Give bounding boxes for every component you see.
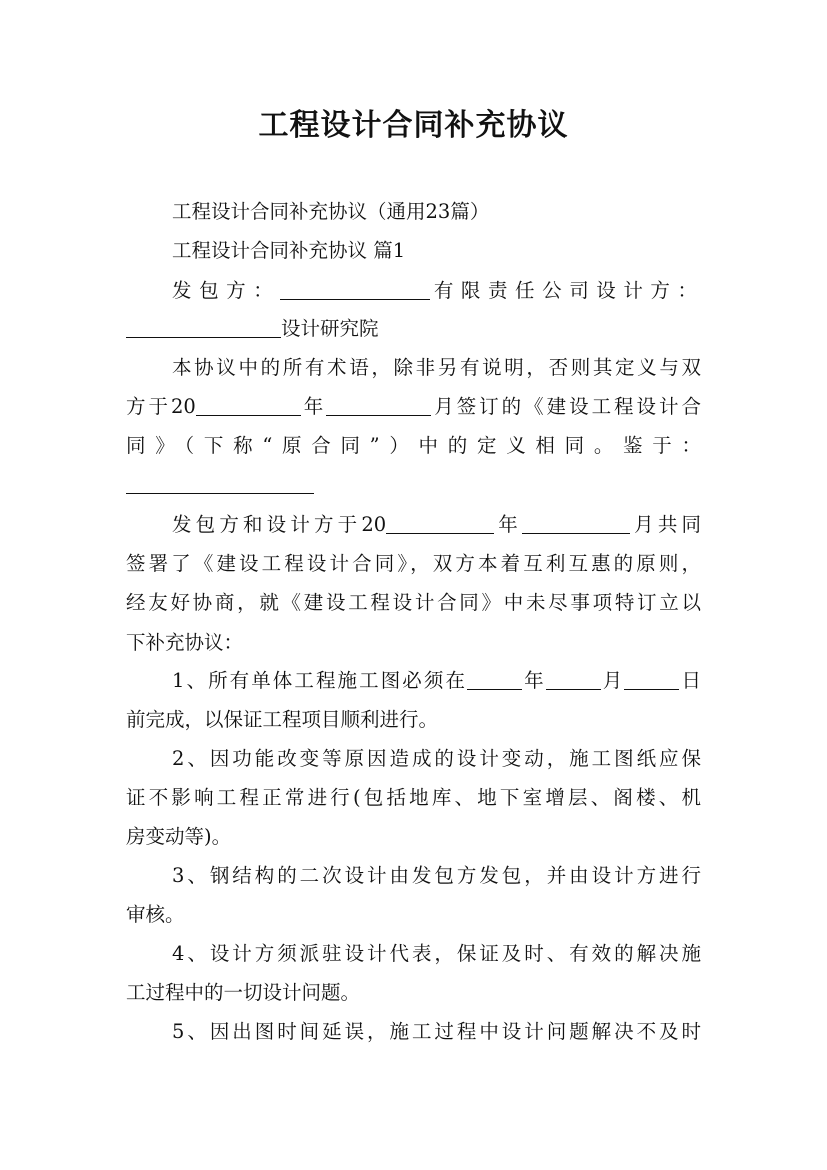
party-line: 发包方： 有限责任公司设计方： — [172, 279, 701, 302]
blank-line — [196, 395, 301, 416]
clause-line: 4、设计方须派驻设计代表，保证及时、有效的解决施 — [172, 942, 701, 965]
clause-line: 1、所有单体工程施工图必须在 年 月 日 — [172, 669, 701, 692]
blank-line — [280, 279, 430, 300]
clause-line: 5、因出图时间延误，施工过程中设计问题解决不及时 — [172, 1020, 701, 1043]
paragraph-line: 下补充协议： — [126, 631, 244, 654]
paragraph-line: 方于20 年 月签订的《建设工程设计合 — [126, 395, 701, 418]
blank-line — [126, 317, 281, 338]
paragraph-line: 签署了《建设工程设计合同》，双方本着互利互惠的原则， — [126, 552, 701, 575]
clause-line: 审核。 — [126, 903, 185, 926]
subtitle: 工程设计合同补充协议（通用23篇） — [172, 200, 490, 223]
clause-line: 前完成，以保证工程项目顺利进行。 — [126, 708, 439, 731]
blank-line — [467, 669, 522, 690]
clause-line: 房变动等)。 — [126, 825, 232, 848]
blank-line — [386, 513, 494, 534]
clause-line: 2、因功能改变等原因造成的设计变动，施工图纸应保 — [172, 747, 701, 770]
paragraph-line — [126, 472, 701, 498]
paragraph-line: 发包方和设计方于20 年 月共同 — [172, 513, 701, 536]
party-line-2: 设计研究院 — [126, 316, 701, 342]
clause-line: 证不影响工程正常进行(包括地库、地下室增层、阁楼、机 — [126, 786, 701, 809]
blank-line — [126, 473, 314, 494]
clause-line: 工过程中的一切设计问题。 — [126, 981, 361, 1004]
paragraph-line: 同》（下称“原合同”）中的定义相同。鉴于： — [126, 434, 701, 457]
document-title: 工程设计合同补充协议 — [258, 108, 569, 143]
clause-line: 3、钢结构的二次设计由发包方发包，并由设计方进行 — [172, 864, 701, 887]
paragraph-line: 本协议中的所有术语，除非另有说明，否则其定义与双 — [172, 356, 701, 379]
blank-line — [624, 669, 679, 690]
blank-line — [326, 395, 431, 416]
paragraph-line: 经友好协商，就《建设工程设计合同》中未尽事项特订立以 — [126, 591, 701, 614]
blank-line — [522, 513, 630, 534]
blank-line — [546, 669, 601, 690]
section-heading: 工程设计合同补充协议 篇1 — [172, 239, 406, 262]
